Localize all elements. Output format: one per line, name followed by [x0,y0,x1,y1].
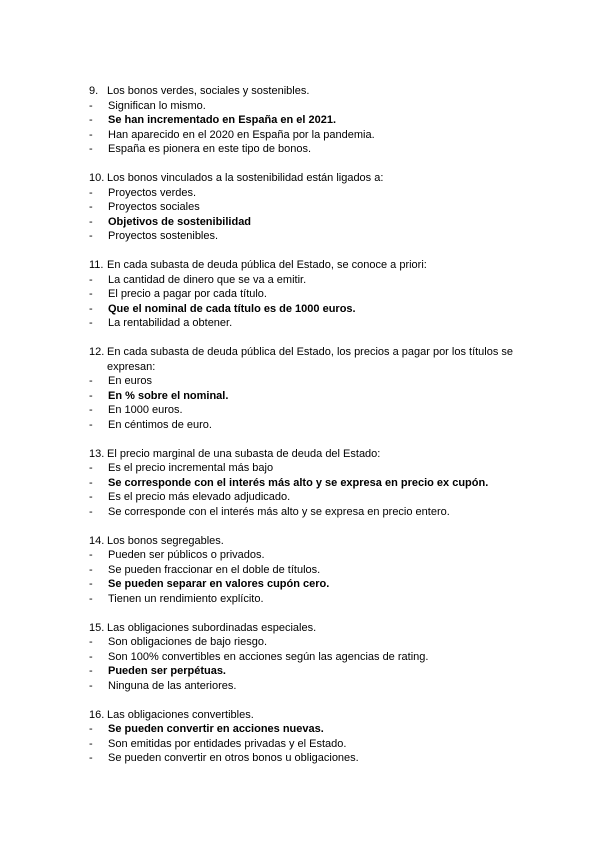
question-number: 15. [89,621,105,634]
answer-option-correct [89,215,519,230]
dash-bullet: - [89,563,93,576]
question-11 [89,258,519,331]
option-text: Se pueden fraccionar en el doble de títulos. [108,563,321,576]
question-16 [89,708,519,766]
dash-bullet: - [89,505,93,518]
dash-bullet: - [89,476,93,489]
option-text: Se han incrementado en España en el 2021. [108,114,337,126]
option-text: Se pueden convertir en otros bonos u obligaciones. [108,752,359,764]
answer-option [89,229,519,244]
dash-bullet: - [89,114,93,126]
dash-bullet: - [89,578,93,590]
answer-option [89,635,519,650]
answer-option [89,403,519,418]
dash-bullet: - [89,418,93,431]
question-15 [89,621,519,694]
answer-option [89,186,519,201]
question-text: Los bonos vinculados a la sostenibilidad están ligados a: [107,172,384,184]
dash-bullet: - [89,273,93,286]
answer-option [89,548,519,563]
dash-bullet: - [89,317,93,329]
answer-option [89,99,519,114]
dash-bullet: - [89,128,93,141]
option-text: Se corresponde con el interés más alto y se expresa en precio entero. [108,505,450,518]
dash-bullet: - [89,650,93,663]
dash-bullet: - [89,723,93,735]
question-number: 10. [89,172,105,184]
option-text: Son obligaciones de bajo riesgo. [108,636,268,648]
answer-option [89,592,519,607]
question-number: 9. [89,85,99,97]
option-text: En % sobre el nominal. [108,389,229,402]
answer-option [89,505,519,520]
question-number: 14. [89,534,105,547]
answer-option [89,679,519,694]
answer-option [89,650,519,665]
option-text: Objetivos de sostenibilidad [108,215,252,228]
option-text: Es el precio más elevado adjudicado. [108,491,291,503]
option-text: Que el nominal de cada título es de 1000 euros. [108,302,356,315]
option-text: La cantidad de dinero que se va a emitir. [108,273,307,286]
question-text: El precio marginal de una subasta de deuda del Estado: [107,447,381,460]
answer-option-correct [89,113,519,128]
answer-option [89,316,519,331]
answer-option [89,461,519,476]
question-14 [89,534,519,607]
dash-bullet: - [89,375,93,387]
option-text: Tienen un rendimiento explícito. [108,592,264,605]
option-text: Pueden ser perpétuas. [108,665,226,677]
dash-bullet: - [89,737,93,750]
question-number: 11. [89,259,104,271]
answer-option [89,287,519,302]
dash-bullet: - [89,389,93,402]
option-text: Proyectos verdes. [108,186,197,199]
option-text: Han aparecido en el 2020 en España por la pandemia. [108,128,375,141]
question-number: 16. [89,708,105,721]
dash-bullet: - [89,665,93,677]
answer-option [89,490,519,505]
answer-option-correct [89,389,519,404]
option-text: En 1000 euros. [108,404,183,416]
question-10 [89,171,519,244]
answer-option [89,128,519,143]
question-13 [89,447,519,520]
dash-bullet: - [89,549,93,561]
question-text: Las obligaciones convertibles. [107,708,254,721]
dash-bullet: - [89,186,93,199]
question-number: 13. [89,447,105,460]
answer-option-correct [89,577,519,592]
answer-option [89,374,519,389]
answer-option [89,142,519,157]
option-text: La rentabilidad a obtener. [108,317,233,329]
answer-option-correct [89,302,519,317]
option-text: España es pionera en este tipo de bonos. [108,143,312,155]
option-text: En euros [108,375,153,387]
question-text: En cada subasta de deuda pública del Estado, los precios a pagar por los títulos se expresan: [107,346,514,373]
answer-option [89,418,519,433]
dash-bullet: - [89,201,93,213]
option-text: El precio a pagar por cada título. [108,288,267,300]
dash-bullet: - [89,99,93,112]
dash-bullet: - [89,679,93,692]
option-text: Se pueden separar en valores cupón cero. [108,578,330,590]
question-text: Las obligaciones subordinadas especiales. [107,621,317,634]
dash-bullet: - [89,230,93,242]
answer-option [89,737,519,752]
answer-option [89,273,519,288]
dash-bullet: - [89,288,93,300]
answer-option-correct [89,664,519,679]
dash-bullet: - [89,491,93,503]
dash-bullet: - [89,215,93,228]
answer-option-correct [89,722,519,737]
option-text: Proyectos sociales [108,201,200,213]
option-text: Son emitidas por entidades privadas y el Estado. [108,737,347,750]
option-text: Significan lo mismo. [108,99,206,112]
option-text: En céntimos de euro. [108,418,212,431]
dash-bullet: - [89,636,93,648]
question-number: 12. [89,346,105,358]
quiz-document [89,84,519,780]
option-text: Es el precio incremental más bajo [108,462,274,474]
option-text: Se corresponde con el interés más alto y se expresa en precio ex cupón. [108,476,489,489]
answer-option-correct [89,476,519,491]
question-12 [89,345,519,432]
question-9 [89,84,519,157]
answer-option [89,200,519,215]
question-text: Los bonos segregables. [107,534,224,547]
dash-bullet: - [89,592,93,605]
option-text: Proyectos sostenibles. [108,230,219,242]
question-text: En cada subasta de deuda pública del Estado, se conoce a priori: [107,259,427,271]
dash-bullet: - [89,752,93,764]
option-text: Pueden ser públicos o privados. [108,549,265,561]
dash-bullet: - [89,143,93,155]
dash-bullet: - [89,404,93,416]
option-text: Se pueden convertir en acciones nuevas. [108,723,324,735]
dash-bullet: - [89,302,93,315]
dash-bullet: - [89,462,93,474]
question-text: Los bonos verdes, sociales y sostenibles. [107,85,310,97]
option-text: Ninguna de las anteriores. [108,679,237,692]
answer-option [89,751,519,766]
answer-option [89,563,519,578]
option-text: Son 100% convertibles en acciones según las agencias de rating. [108,650,429,663]
